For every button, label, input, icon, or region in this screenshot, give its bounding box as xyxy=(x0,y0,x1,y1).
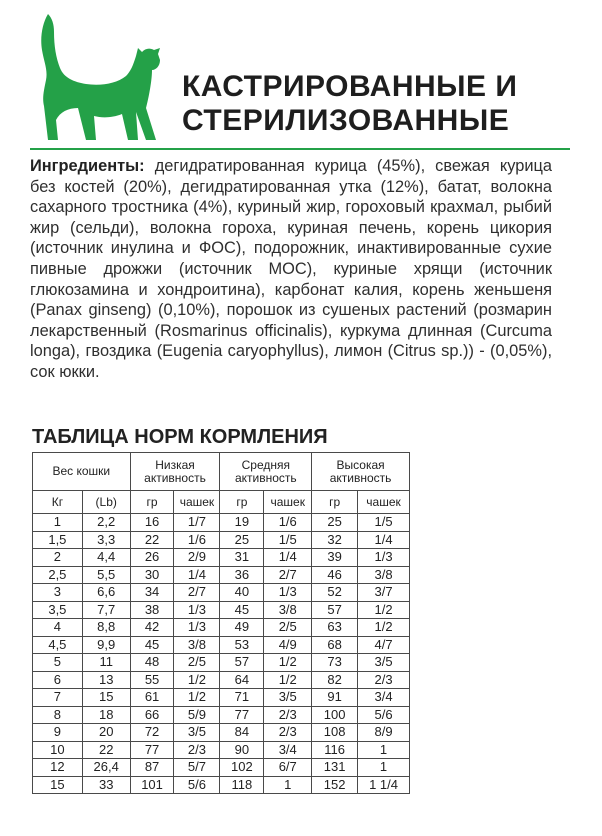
table-cell: 87 xyxy=(130,759,174,777)
table-cell: 2/3 xyxy=(264,706,312,724)
header-gr: гр xyxy=(312,491,358,514)
table-cell: 1/2 xyxy=(174,671,220,689)
table-cell: 2,5 xyxy=(33,566,83,584)
table-cell: 10 xyxy=(33,741,83,759)
table-cell: 64 xyxy=(220,671,264,689)
table-cell: 90 xyxy=(220,741,264,759)
table-cell: 100 xyxy=(312,706,358,724)
table-cell: 1/3 xyxy=(174,601,220,619)
table-cell: 40 xyxy=(220,584,264,602)
table-cell: 4/9 xyxy=(264,636,312,654)
table-cell: 8 xyxy=(33,706,83,724)
cat-silhouette-icon xyxy=(28,12,168,142)
table-row xyxy=(33,654,410,672)
ingredients-label: Ингредиенты: xyxy=(30,157,145,175)
table-cell: 2/3 xyxy=(358,671,410,689)
table-cell: 3/5 xyxy=(358,654,410,672)
table-cell: 1 1/4 xyxy=(358,776,410,794)
table-cell: 2 xyxy=(33,549,83,567)
table-cell: 82 xyxy=(312,671,358,689)
table-cell: 3/4 xyxy=(264,741,312,759)
table-cell: 1/4 xyxy=(358,531,410,549)
table-cell: 3/5 xyxy=(174,724,220,742)
table-cell: 3/7 xyxy=(358,584,410,602)
table-cell: 9 xyxy=(33,724,83,742)
table-cell: 22 xyxy=(130,531,174,549)
table-row xyxy=(33,531,410,549)
table-cell: 3 xyxy=(33,584,83,602)
table-cell: 1/6 xyxy=(264,514,312,532)
table-cell: 16 xyxy=(130,514,174,532)
table-cell: 1/4 xyxy=(264,549,312,567)
table-cell: 15 xyxy=(33,776,83,794)
table-cell: 55 xyxy=(130,671,174,689)
table-cell: 20 xyxy=(82,724,130,742)
table-cell: 11 xyxy=(82,654,130,672)
table-cell: 2/3 xyxy=(174,741,220,759)
feeding-table-title: ТАБЛИЦА НОРМ КОРМЛЕНИЯ xyxy=(32,426,328,448)
table-cell: 4,4 xyxy=(82,549,130,567)
table-cell: 45 xyxy=(220,601,264,619)
table-cell: 36 xyxy=(220,566,264,584)
table-sub-header xyxy=(33,491,410,514)
table-row xyxy=(33,689,410,707)
table-cell: 49 xyxy=(220,619,264,637)
table-row xyxy=(33,514,410,532)
table-row xyxy=(33,584,410,602)
table-cell: 1/7 xyxy=(174,514,220,532)
table-cell: 1/3 xyxy=(264,584,312,602)
header-cups: чашек xyxy=(174,491,220,514)
table-cell: 25 xyxy=(220,531,264,549)
table-cell: 34 xyxy=(130,584,174,602)
table-cell: 1/6 xyxy=(174,531,220,549)
table-row xyxy=(33,706,410,724)
table-cell: 9,9 xyxy=(82,636,130,654)
table-cell: 61 xyxy=(130,689,174,707)
table-cell: 2/5 xyxy=(264,619,312,637)
table-cell: 31 xyxy=(220,549,264,567)
table-row xyxy=(33,549,410,567)
table-cell: 42 xyxy=(130,619,174,637)
table-cell: 3/4 xyxy=(358,689,410,707)
table-cell: 5/7 xyxy=(174,759,220,777)
table-cell: 5/6 xyxy=(174,776,220,794)
table-cell: 46 xyxy=(312,566,358,584)
table-cell: 68 xyxy=(312,636,358,654)
table-cell: 8/9 xyxy=(358,724,410,742)
table-cell: 1/2 xyxy=(174,689,220,707)
table-cell: 33 xyxy=(82,776,130,794)
table-cell: 13 xyxy=(82,671,130,689)
table-row xyxy=(33,776,410,794)
table-cell: 1 xyxy=(358,741,410,759)
table-cell: 18 xyxy=(82,706,130,724)
table-cell: 3/5 xyxy=(264,689,312,707)
table-cell: 15 xyxy=(82,689,130,707)
table-cell: 3,5 xyxy=(33,601,83,619)
table-cell: 152 xyxy=(312,776,358,794)
table-row xyxy=(33,601,410,619)
table-cell: 5/9 xyxy=(174,706,220,724)
table-cell: 1/4 xyxy=(174,566,220,584)
table-cell: 101 xyxy=(130,776,174,794)
table-row xyxy=(33,759,410,777)
table-cell: 5 xyxy=(33,654,83,672)
ingredients-text: дегидратированная курица (45%), свежая курица без костей (20%), дегидратированная утка (12%), батат, волокна сахарного тростника (4%), куриный жир, гороховый крахмал, рыбий жир (сельди), волокна гороха, куриная печень, корень цикория (источник инулина и ФОС), подорожник, инактивированные сухие пивные дрожжи (источник МОС), куриные хрящи (источник глюкозамина и хондроитина), карбонат калия, корень женьшеня (Panax ginseng) (0,10%), порошок из сушеных растений (розмарин лекарственный (Rosmarinus officinalis), куркума длинная (Curcuma longa), гвоздика (Eugenia caryophyllus), лимон (Citrus sp.)) - (0,05%), сок юкки. xyxy=(30,157,552,381)
table-cell: 108 xyxy=(312,724,358,742)
header-weight: Вес кошки xyxy=(33,453,131,491)
table-cell: 63 xyxy=(312,619,358,637)
table-cell: 1/2 xyxy=(358,619,410,637)
table-cell: 6/7 xyxy=(264,759,312,777)
table-body xyxy=(33,514,410,794)
table-row xyxy=(33,724,410,742)
table-cell: 53 xyxy=(220,636,264,654)
table-cell: 1 xyxy=(33,514,83,532)
table-cell: 32 xyxy=(312,531,358,549)
table-cell: 102 xyxy=(220,759,264,777)
table-cell: 1 xyxy=(264,776,312,794)
header-low-activity: Низкая активность xyxy=(130,453,220,491)
table-cell: 3/8 xyxy=(174,636,220,654)
header-kg: Кг xyxy=(33,491,83,514)
table-cell: 118 xyxy=(220,776,264,794)
table-cell: 6,6 xyxy=(82,584,130,602)
table-cell: 131 xyxy=(312,759,358,777)
table-cell: 45 xyxy=(130,636,174,654)
table-cell: 6 xyxy=(33,671,83,689)
table-cell: 52 xyxy=(312,584,358,602)
table-cell: 2/7 xyxy=(264,566,312,584)
table-cell: 19 xyxy=(220,514,264,532)
table-cell: 30 xyxy=(130,566,174,584)
header-gr: гр xyxy=(130,491,174,514)
table-cell: 25 xyxy=(312,514,358,532)
table-cell: 5/6 xyxy=(358,706,410,724)
table-cell: 66 xyxy=(130,706,174,724)
table-cell: 2/9 xyxy=(174,549,220,567)
header-medium-activity: Средняя активность xyxy=(220,453,312,491)
table-cell: 3/8 xyxy=(358,566,410,584)
table-cell: 22 xyxy=(82,741,130,759)
table-cell: 3,3 xyxy=(82,531,130,549)
header-cups: чашек xyxy=(264,491,312,514)
table-cell: 57 xyxy=(312,601,358,619)
table-cell: 116 xyxy=(312,741,358,759)
title-line-2: СТЕРИЛИЗОВАННЫЕ xyxy=(182,104,510,137)
page-title xyxy=(182,70,517,138)
table-row xyxy=(33,636,410,654)
table-cell: 1/5 xyxy=(358,514,410,532)
table-cell: 91 xyxy=(312,689,358,707)
table-cell: 12 xyxy=(33,759,83,777)
header-gr: гр xyxy=(220,491,264,514)
table-cell: 1/5 xyxy=(264,531,312,549)
table-row xyxy=(33,619,410,637)
table-cell: 72 xyxy=(130,724,174,742)
table-cell: 4/7 xyxy=(358,636,410,654)
table-cell: 7,7 xyxy=(82,601,130,619)
table-cell: 57 xyxy=(220,654,264,672)
table-cell: 1/3 xyxy=(174,619,220,637)
table-cell: 73 xyxy=(312,654,358,672)
header-high-activity: Высокая активность xyxy=(312,453,410,491)
table-cell: 5,5 xyxy=(82,566,130,584)
table-cell: 1/2 xyxy=(264,671,312,689)
header-lb: (Lb) xyxy=(82,491,130,514)
table-cell: 77 xyxy=(130,741,174,759)
header-cups: чашек xyxy=(358,491,410,514)
table-cell: 26 xyxy=(130,549,174,567)
table-cell: 26,4 xyxy=(82,759,130,777)
table-cell: 3/8 xyxy=(264,601,312,619)
table-cell: 2/5 xyxy=(174,654,220,672)
table-cell: 1/2 xyxy=(264,654,312,672)
title-line-1: КАСТРИРОВАННЫЕ И xyxy=(182,70,518,103)
table-row xyxy=(33,741,410,759)
table-cell: 2,2 xyxy=(82,514,130,532)
table-cell: 7 xyxy=(33,689,83,707)
ingredients-paragraph xyxy=(30,156,552,383)
feeding-table xyxy=(32,452,410,794)
table-cell: 1/3 xyxy=(358,549,410,567)
table-cell: 2/7 xyxy=(174,584,220,602)
table-cell: 77 xyxy=(220,706,264,724)
header-divider xyxy=(30,148,570,150)
table-cell: 71 xyxy=(220,689,264,707)
table-cell: 2/3 xyxy=(264,724,312,742)
table-group-header xyxy=(33,453,410,491)
table-cell: 48 xyxy=(130,654,174,672)
table-cell: 1,5 xyxy=(33,531,83,549)
table-cell: 84 xyxy=(220,724,264,742)
table-row xyxy=(33,671,410,689)
table-cell: 39 xyxy=(312,549,358,567)
table-row xyxy=(33,566,410,584)
table-cell: 38 xyxy=(130,601,174,619)
table-cell: 4 xyxy=(33,619,83,637)
table-cell: 1/2 xyxy=(358,601,410,619)
table-cell: 1 xyxy=(358,759,410,777)
table-cell: 8,8 xyxy=(82,619,130,637)
table-cell: 4,5 xyxy=(33,636,83,654)
